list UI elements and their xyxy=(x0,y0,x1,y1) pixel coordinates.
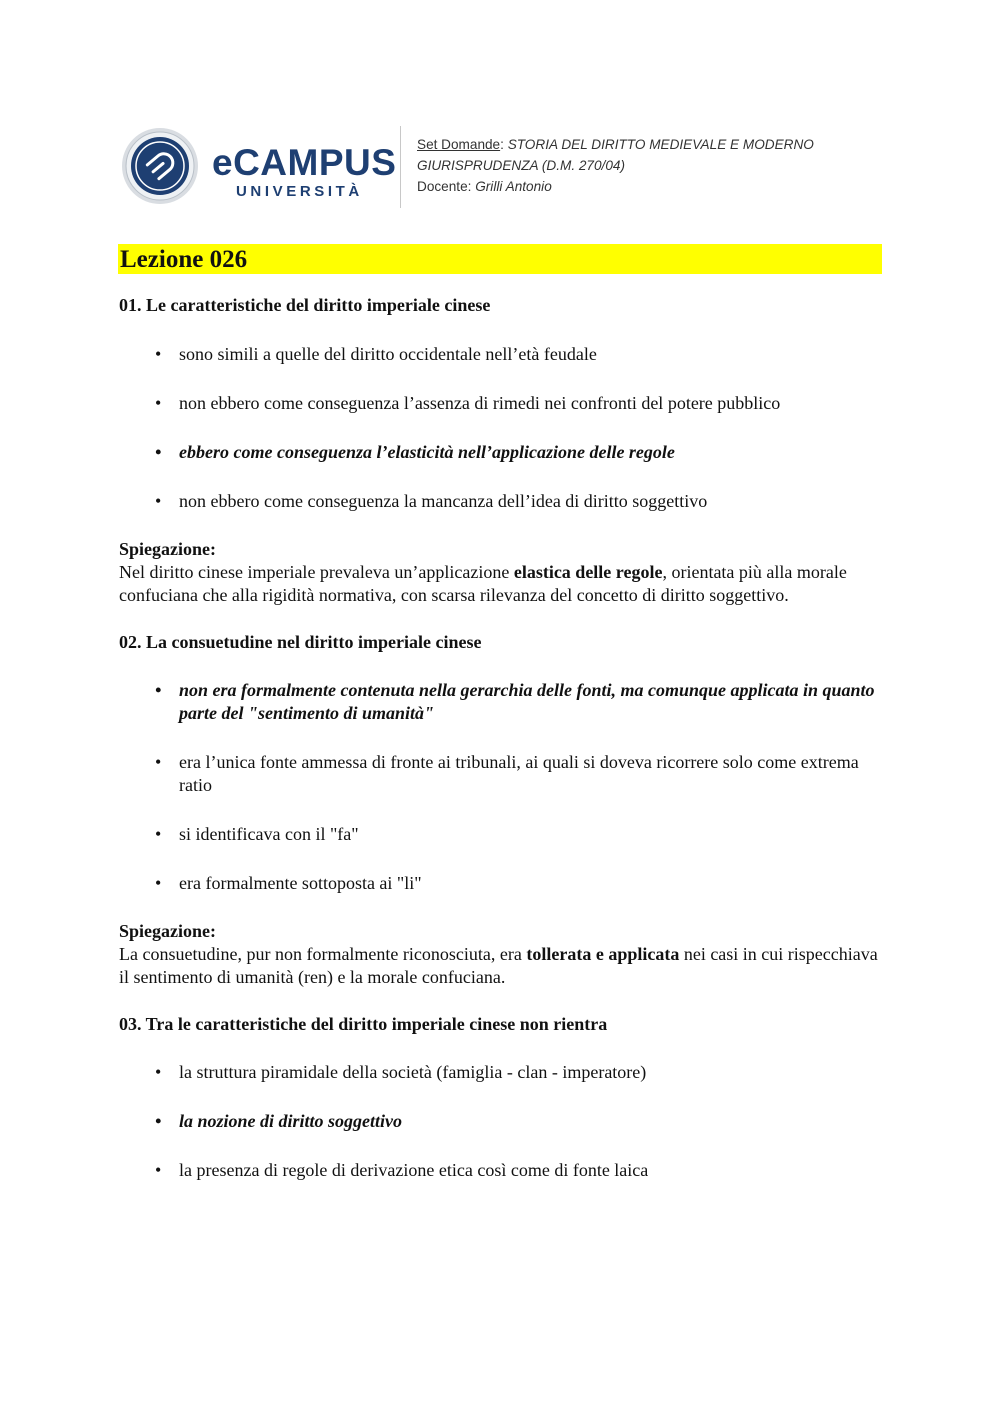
answer-option-correct: • ebbero come conseguenza l’elasticità nell’applicazione delle regole xyxy=(155,442,675,462)
explanation-heading: Spiegazione: xyxy=(119,539,216,559)
answer-option-correct: • non era formalmente contenuta nella gerarchia delle fonti, ma comunque applicata in quanto parte del "sentimento di umanità" xyxy=(155,680,875,723)
lesson-title: Lezione 026 xyxy=(118,244,882,274)
set-value: STORIA DEL DIRITTO MEDIEVALE E MODERNO xyxy=(507,137,814,152)
answer-option: • si identificava con il "fa" xyxy=(155,824,359,844)
bullet-icon: • xyxy=(155,680,162,700)
bullet-icon: • xyxy=(155,393,162,413)
bullet-icon: • xyxy=(155,824,162,844)
bullet-icon: • xyxy=(155,1111,162,1131)
logo-subtitle: UNIVERSITÀ xyxy=(236,183,363,200)
answer-option: • non ebbero come conseguenza la mancanza dell’idea di diritto soggettivo xyxy=(155,491,708,511)
answer-list xyxy=(119,1061,884,1182)
bullet-icon: • xyxy=(155,1160,162,1180)
answer-option: • la presenza di regole di derivazione etica così come di fonte laica xyxy=(155,1160,649,1180)
question-title: 03. Tra le caratteristiche del diritto imperiale cinese non rientra xyxy=(119,1014,608,1034)
explanation-heading: Spiegazione: xyxy=(119,921,216,941)
bullet-icon: • xyxy=(155,442,162,462)
logo-wordmark: eCAMPUS xyxy=(212,142,397,183)
docente-label: Docente: xyxy=(417,179,472,194)
explanation-text: Nel diritto cinese imperiale prevaleva un’applicazione elastica delle regole, orientata più alla morale confuciana che alla rigidità normativa, con scarsa rilevanza del concetto di diritto soggettivo. xyxy=(119,562,847,605)
document-header xyxy=(120,124,880,210)
question-title: 02. La consuetudine nel diritto imperiale cinese xyxy=(119,632,482,652)
answer-list xyxy=(119,679,884,895)
question-title: 01. Le caratteristiche del diritto imperiale cinese xyxy=(119,295,491,315)
bullet-icon: • xyxy=(155,491,162,511)
docente-value: Grilli Antonio xyxy=(475,179,552,194)
answer-option: • era formalmente sottoposta ai "li" xyxy=(155,873,422,893)
bullet-icon: • xyxy=(155,752,162,772)
questions-content xyxy=(119,293,884,1182)
explanation-text: La consuetudine, pur non formalmente riconosciuta, era tollerata e applicata nei casi in cui rispecchiava il sentimento di umanità (ren) e la morale confuciana. xyxy=(119,944,878,987)
answer-option: • non ebbero come conseguenza l’assenza di rimedi nei confronti del potere pubblico xyxy=(155,393,781,413)
course-line: GIURISPRUDENZA (D.M. 270/04) xyxy=(417,158,625,173)
answer-list xyxy=(119,343,884,513)
set-label: Set Domande xyxy=(417,137,501,152)
answer-option: • era l’unica fonte ammessa di fronte ai tribunali, ai quali si doveva ricorrere solo come extrema ratio xyxy=(155,752,859,795)
bullet-icon: • xyxy=(155,1062,162,1082)
bullet-icon: • xyxy=(155,873,162,893)
header-info xyxy=(417,134,887,197)
set-line: Set Domande: STORIA DEL DIRITTO MEDIEVALE E MODERNO xyxy=(417,137,814,152)
answer-option: • la struttura piramidale della società (famiglia - clan - imperatore) xyxy=(155,1062,647,1082)
bullet-icon: • xyxy=(155,344,162,364)
answer-option-correct: • la nozione di diritto soggettivo xyxy=(155,1111,403,1131)
answer-option: • sono simili a quelle del diritto occidentale nell’età feudale xyxy=(155,344,597,364)
header-divider xyxy=(400,126,401,208)
ecampus-logo-icon xyxy=(120,126,200,206)
docente-line xyxy=(417,176,887,197)
